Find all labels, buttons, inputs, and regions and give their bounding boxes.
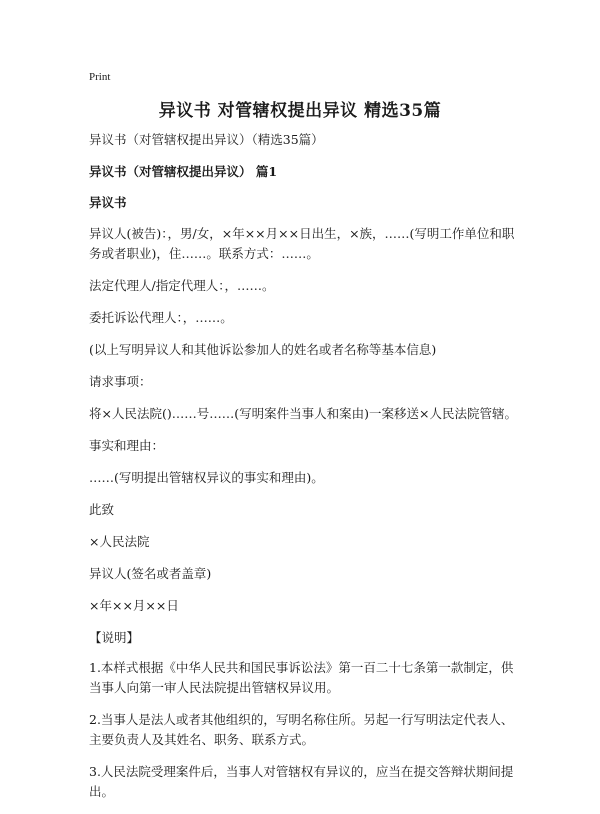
paragraph-objector-info: 异议人(被告)：，男/女，×年××月××日出生，×族，……(写明工作单位和职务或者职业)，住……。联系方式：……。 (89, 226, 515, 261)
document-subtitle: 异议书（对管辖权提出异议）（精选35篇） (89, 132, 324, 147)
paragraph-legal-representative: 法定代理人/指定代理人：，……。 (89, 278, 275, 293)
paragraph-note-2: 2.当事人是法人或者其他组织的，写明名称住所。另起一行写明法定代表人、主要负责人及其姓名、职务、联系方式。 (89, 712, 514, 747)
paragraph-request-content: 将×人民法院()……号……(写明案件当事人和案由)一案移送×人民法院管辖。 (89, 406, 517, 421)
paragraph-salutation: 此致 (89, 502, 115, 517)
paragraph-request-label: 请求事项： (89, 374, 152, 389)
page-title: 异议书 对管辖权提出异议 精选35篇 (158, 101, 442, 121)
paragraph-court: ×人民法院 (89, 534, 150, 549)
paragraph-basic-info-note: (以上写明异议人和其他诉讼参加人的姓名或者名称等基本信息) (89, 342, 437, 357)
print-link[interactable]: Print (89, 71, 111, 83)
paragraph-signature: 异议人(签名或者盖章) (89, 566, 212, 581)
paragraph-facts-content: ……(写明提出管辖权异议的事实和理由)。 (89, 470, 324, 485)
paragraph-facts-label: 事实和理由： (89, 438, 165, 453)
document-body (89, 130, 519, 814)
doc-heading: 异议书 (89, 195, 127, 210)
paragraph-notes-heading: 【说明】 (89, 630, 140, 645)
paragraph-note-1: 1.本样式根据《中华人民共和国民事诉讼法》第一百二十七条第一款制定，供当事人向第一审人民法院提出管辖权异议用。 (89, 660, 514, 695)
paragraph-agent: 委托诉讼代理人：，……。 (89, 310, 233, 325)
paragraph-date: ×年××月××日 (89, 598, 179, 613)
section-heading: 异议书（对管辖权提出异议） 篇1 (89, 164, 278, 179)
paragraph-note-3: 3.人民法院受理案件后，当事人对管辖权有异议的，应当在提交答辩状期间提出。 (89, 764, 514, 799)
